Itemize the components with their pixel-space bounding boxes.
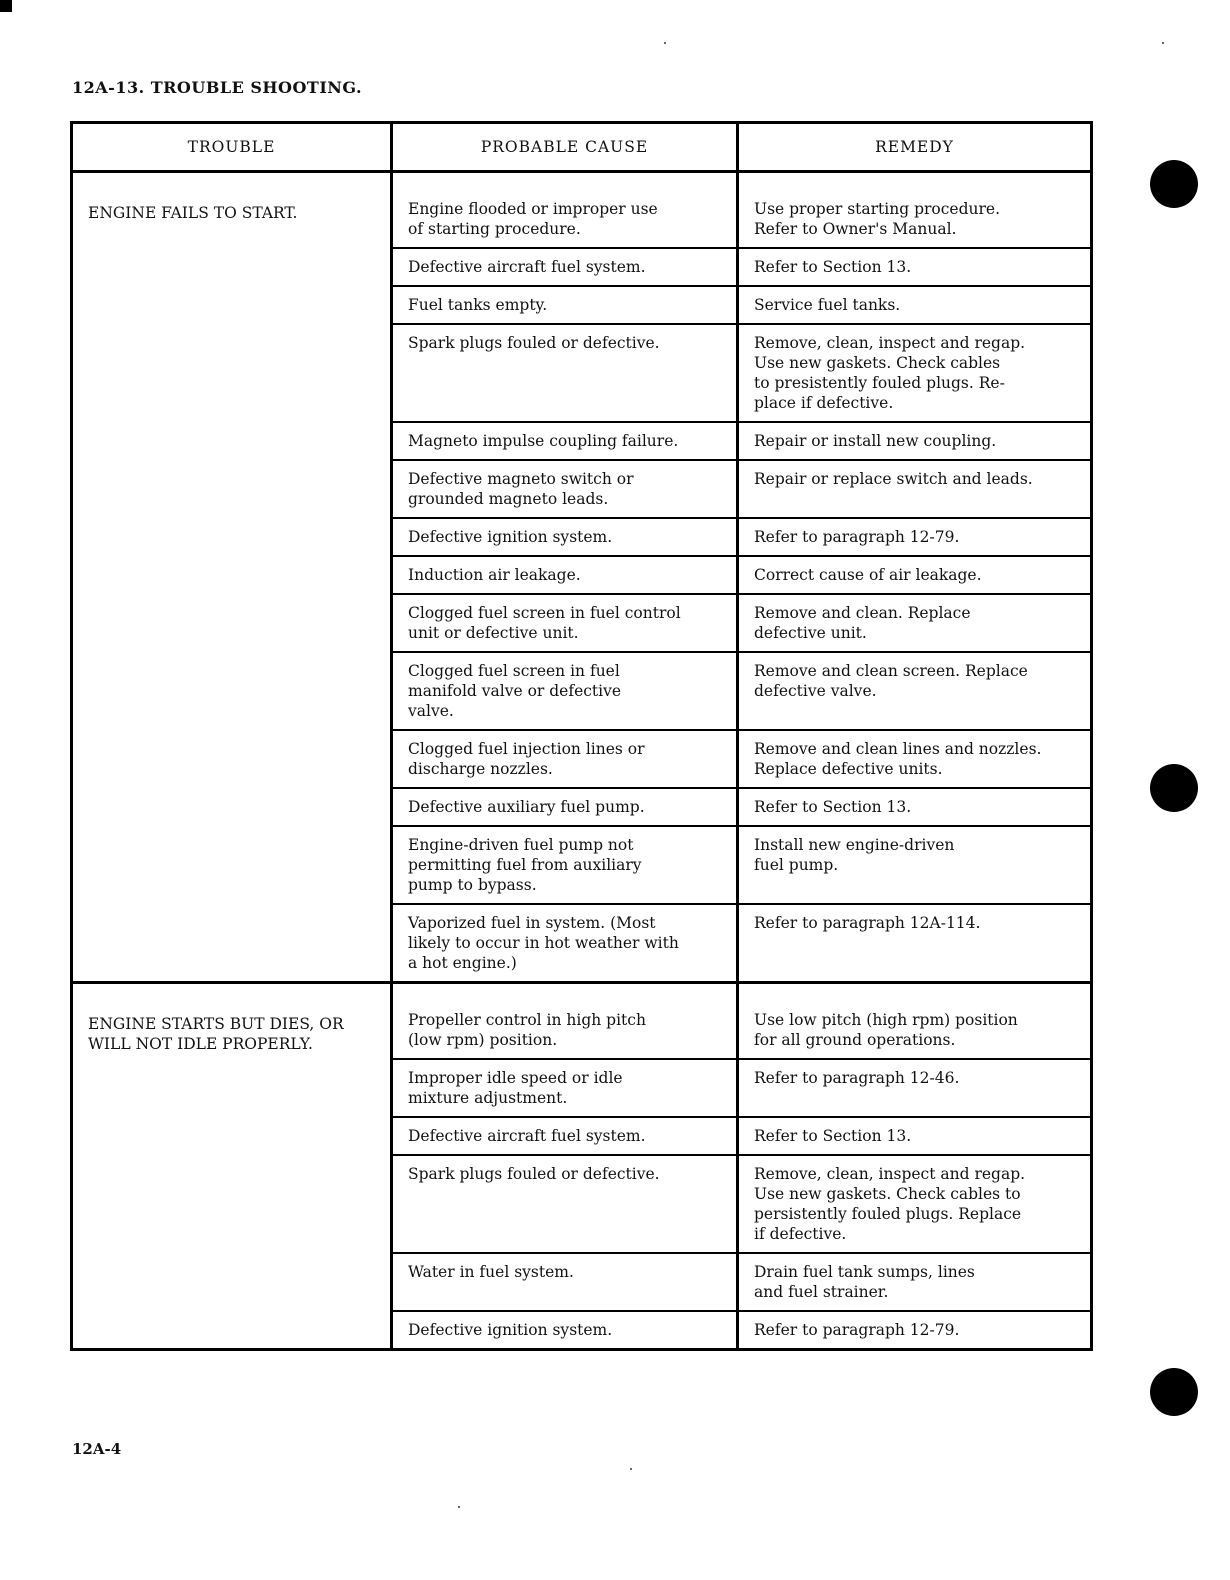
probable-cause-text: Engine flooded or improper use of starting procedure. xyxy=(408,200,658,238)
remedy-cell xyxy=(738,286,1092,324)
trouble-text: ENGINE FAILS TO START. xyxy=(88,204,298,222)
probable-cause-text: Defective aircraft fuel system. xyxy=(408,1127,646,1145)
probable-cause-text: Magneto impulse coupling failure. xyxy=(408,432,679,450)
remedy-text: Refer to Section 13. xyxy=(754,798,912,816)
remedy-cell xyxy=(738,904,1092,983)
header-probable-cause: PROBABLE CAUSE xyxy=(392,123,738,172)
remedy-text: Remove and clean lines and nozzles. Replace defective units. xyxy=(754,740,1042,778)
trouble-cell xyxy=(72,172,392,983)
probable-cause-text: Propeller control in high pitch (low rpm) position. xyxy=(408,1011,646,1049)
remedy-cell xyxy=(738,1117,1092,1155)
remedy-cell xyxy=(738,826,1092,904)
header-remedy: REMEDY xyxy=(738,123,1092,172)
remedy-cell xyxy=(738,652,1092,730)
remedy-cell xyxy=(738,1253,1092,1311)
probable-cause-text: Defective ignition system. xyxy=(408,1321,613,1339)
remedy-text: Refer to Section 13. xyxy=(754,1127,912,1145)
probable-cause-text: Spark plugs fouled or defective. xyxy=(408,334,660,352)
header-trouble: TROUBLE xyxy=(72,123,392,172)
table-row xyxy=(72,172,1092,249)
remedy-cell xyxy=(738,518,1092,556)
page-number: 12A-4 xyxy=(72,1440,122,1458)
probable-cause-cell xyxy=(392,730,738,788)
scan-speck xyxy=(458,1506,460,1508)
probable-cause-cell xyxy=(392,788,738,826)
probable-cause-cell xyxy=(392,1117,738,1155)
remedy-text: Remove and clean. Replace defective unit. xyxy=(754,604,971,642)
table-body xyxy=(72,172,1092,1350)
remedy-text: Refer to paragraph 12A-114. xyxy=(754,914,981,932)
probable-cause-text: Induction air leakage. xyxy=(408,566,581,584)
remedy-cell xyxy=(738,1155,1092,1253)
remedy-text: Drain fuel tank sumps, lines and fuel strainer. xyxy=(754,1263,975,1301)
probable-cause-text: Clogged fuel screen in fuel manifold valve or defective valve. xyxy=(408,662,622,720)
remedy-cell xyxy=(738,1059,1092,1117)
remedy-text: Refer to Section 13. xyxy=(754,258,912,276)
remedy-text: Correct cause of air leakage. xyxy=(754,566,982,584)
probable-cause-cell xyxy=(392,460,738,518)
probable-cause-text: Defective auxiliary fuel pump. xyxy=(408,798,645,816)
remedy-text: Remove, clean, inspect and regap. Use new gaskets. Check cables to persistently fouled plugs. Replace if defective. xyxy=(754,1165,1026,1243)
trouble-text: ENGINE STARTS BUT DIES, OR WILL NOT IDLE PROPERLY. xyxy=(88,1015,344,1053)
corner-registration-mark xyxy=(0,0,12,12)
table-header-row xyxy=(72,123,1092,172)
probable-cause-text: Improper idle speed or idle mixture adjustment. xyxy=(408,1069,623,1107)
remedy-text: Repair or replace switch and leads. xyxy=(754,470,1033,488)
punch-hole xyxy=(1150,160,1198,208)
remedy-text: Refer to paragraph 12-46. xyxy=(754,1069,960,1087)
probable-cause-text: Defective ignition system. xyxy=(408,528,613,546)
remedy-text: Remove and clean screen. Replace defective valve. xyxy=(754,662,1028,700)
probable-cause-text: Spark plugs fouled or defective. xyxy=(408,1165,660,1183)
probable-cause-text: Clogged fuel injection lines or discharge nozzles. xyxy=(408,740,645,778)
probable-cause-text: Engine-driven fuel pump not permitting fuel from auxiliary pump to bypass. xyxy=(408,836,642,894)
scan-speck xyxy=(664,42,666,44)
punch-hole xyxy=(1150,764,1198,812)
probable-cause-cell xyxy=(392,652,738,730)
remedy-cell xyxy=(738,248,1092,286)
probable-cause-cell xyxy=(392,826,738,904)
probable-cause-cell xyxy=(392,1155,738,1253)
probable-cause-cell xyxy=(392,422,738,460)
remedy-text: Refer to paragraph 12-79. xyxy=(754,1321,960,1339)
remedy-text: Service fuel tanks. xyxy=(754,296,901,314)
probable-cause-text: Water in fuel system. xyxy=(408,1263,574,1281)
probable-cause-text: Fuel tanks empty. xyxy=(408,296,548,314)
remedy-cell xyxy=(738,556,1092,594)
section-heading: 12A-13. TROUBLE SHOOTING. xyxy=(72,78,363,97)
scan-speck xyxy=(630,1468,632,1470)
remedy-text: Repair or install new coupling. xyxy=(754,432,997,450)
remedy-cell xyxy=(738,1311,1092,1350)
remedy-cell xyxy=(738,324,1092,422)
punch-hole xyxy=(1150,1368,1198,1416)
trouble-shooting-table xyxy=(70,121,1093,1351)
probable-cause-cell xyxy=(392,324,738,422)
remedy-cell xyxy=(738,172,1092,249)
remedy-text: Use low pitch (high rpm) position for all ground operations. xyxy=(754,1011,1018,1049)
probable-cause-cell xyxy=(392,286,738,324)
probable-cause-text: Defective aircraft fuel system. xyxy=(408,258,646,276)
remedy-text: Refer to paragraph 12-79. xyxy=(754,528,960,546)
remedy-cell xyxy=(738,460,1092,518)
probable-cause-text: Clogged fuel screen in fuel control unit or defective unit. xyxy=(408,604,681,642)
probable-cause-cell xyxy=(392,1311,738,1350)
probable-cause-cell xyxy=(392,518,738,556)
remedy-text: Remove, clean, inspect and regap. Use new gaskets. Check cables to presistently fouled plugs. Re- place if defective. xyxy=(754,334,1026,412)
scan-speck xyxy=(1162,42,1164,44)
probable-cause-cell xyxy=(392,1253,738,1311)
remedy-text: Install new engine-driven fuel pump. xyxy=(754,836,955,874)
remedy-cell xyxy=(738,594,1092,652)
probable-cause-cell xyxy=(392,248,738,286)
probable-cause-cell xyxy=(392,172,738,249)
probable-cause-cell xyxy=(392,983,738,1060)
table-row xyxy=(72,983,1092,1060)
probable-cause-text: Vaporized fuel in system. (Most likely to occur in hot weather with a hot engine.) xyxy=(408,914,679,972)
remedy-text: Use proper starting procedure. Refer to Owner's Manual. xyxy=(754,200,1000,238)
remedy-cell xyxy=(738,788,1092,826)
probable-cause-cell xyxy=(392,904,738,983)
probable-cause-cell xyxy=(392,556,738,594)
remedy-cell xyxy=(738,730,1092,788)
probable-cause-text: Defective magneto switch or grounded magneto leads. xyxy=(408,470,634,508)
remedy-cell xyxy=(738,983,1092,1060)
probable-cause-cell xyxy=(392,1059,738,1117)
remedy-cell xyxy=(738,422,1092,460)
probable-cause-cell xyxy=(392,594,738,652)
trouble-cell xyxy=(72,983,392,1350)
